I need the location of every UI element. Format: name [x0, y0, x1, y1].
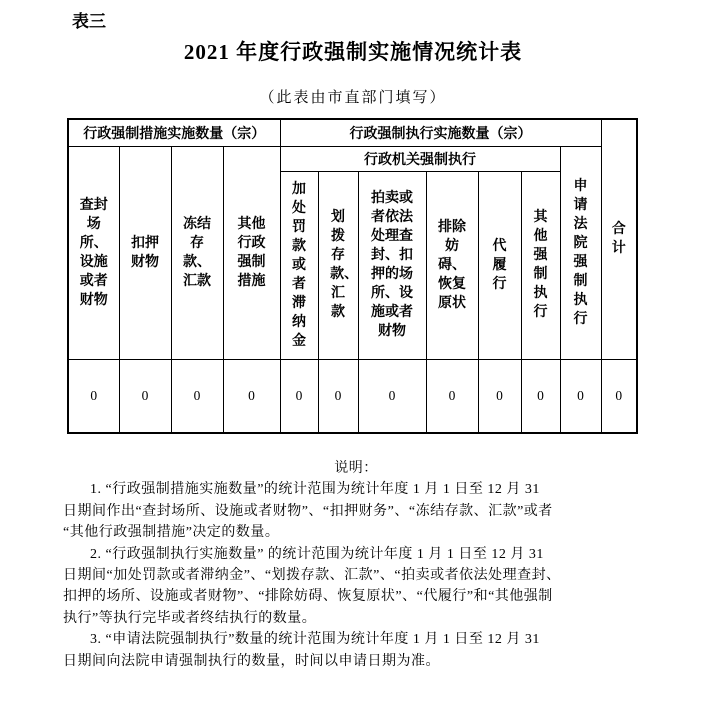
group-header-enforcement: 行政强制执行实施数量（宗） — [280, 119, 601, 146]
data-cell-total: 0 — [601, 359, 637, 433]
column-header-auction-disposal — [358, 171, 426, 359]
note-line-3: “其他行政强制措施”决定的数量。 — [63, 525, 280, 541]
statistics-table — [67, 118, 638, 434]
column-header-auction-disposal-text: 拍卖或者依法处理查封、扣押的场所、设施或者财物 — [371, 191, 413, 339]
data-cell-transfer-deposits: 0 — [318, 359, 358, 433]
column-header-other-measures — [223, 146, 280, 359]
column-header-court-enforcement — [560, 146, 601, 359]
column-header-freeze-deposits — [171, 146, 223, 359]
column-header-late-fines — [280, 171, 318, 359]
column-header-remove-obstruction-text: 排除妨碍、恢复原状 — [438, 219, 466, 311]
header-row-agency — [68, 146, 637, 171]
group-header-measures: 行政强制措施实施数量（宗） — [68, 119, 280, 146]
data-cell-late-fines: 0 — [280, 359, 318, 433]
column-header-total — [601, 119, 637, 359]
page-subtitle: （此表由市直部门填写） — [259, 90, 447, 106]
column-header-other-enforcement-text: 其他强制执行 — [533, 210, 548, 320]
note-line-1: 1. “行政强制措施实施数量”的统计范围为统计年度 1 月 1 日至 12 月 31 — [90, 482, 540, 498]
note-line-7: 执行”等执行完毕或者终结执行的数量。 — [63, 610, 317, 626]
column-header-seal-premises-text: 查封场所、设施或者财物 — [79, 197, 108, 308]
column-header-other-measures-text: 其他行政强制措施 — [237, 216, 266, 289]
column-header-seal-premises — [68, 146, 119, 359]
note-line-9: 日期间向法院申请强制执行的数量，时间以申请日期为准。 — [63, 653, 440, 669]
data-cell-other-measures: 0 — [223, 359, 280, 433]
column-header-court-enforcement-text: 申请法院强制执行 — [573, 178, 588, 327]
table-number-label: 表三 — [72, 12, 106, 31]
column-header-freeze-deposits-text: 冻结存款、汇款 — [183, 216, 211, 289]
column-header-remove-obstruction — [426, 171, 478, 359]
column-header-seize-property-text: 扣押财物 — [131, 235, 159, 270]
data-cell-substitute-performance: 0 — [478, 359, 521, 433]
column-header-total-text: 合计 — [611, 222, 626, 257]
data-cell-court-enforcement: 0 — [560, 359, 601, 433]
column-header-seize-property — [119, 146, 171, 359]
column-header-substitute-performance — [478, 171, 521, 359]
data-cell-seize-property: 0 — [119, 359, 171, 433]
header-row-groups — [68, 119, 637, 146]
column-header-late-fines-text: 加处罚款或者滞纳金 — [291, 181, 306, 349]
notes-heading: 说明： — [334, 461, 378, 476]
data-cell-other-enforcement: 0 — [521, 359, 560, 433]
note-line-5: 日期间“加处罚款或者滞纳金”、“划拨存款、汇款”、“拍卖或者依法处理查封、 — [63, 568, 561, 584]
column-header-transfer-deposits-text: 划拨存款、汇款 — [330, 210, 359, 320]
data-cell-seal-premises: 0 — [68, 359, 119, 433]
note-line-8: 3. “申请法院强制执行”数量的统计范围为统计年度 1 月 1 日至 12 月 31 — [90, 632, 540, 648]
page-title: 2021 年度行政强制实施情况统计表 — [183, 40, 523, 64]
note-line-4: 2. “行政强制执行实施数量” 的统计范围为统计年度 1 月 1 日至 12 月 31 — [90, 546, 544, 562]
column-header-transfer-deposits — [318, 171, 358, 359]
column-header-other-enforcement — [521, 171, 560, 359]
notes-section — [63, 458, 649, 672]
column-header-substitute-performance-text: 代履行 — [492, 238, 507, 292]
data-cell-freeze-deposits: 0 — [171, 359, 223, 433]
data-cell-remove-obstruction: 0 — [426, 359, 478, 433]
data-row — [68, 359, 637, 433]
note-line-2: 日期间作出“查封场所、设施或者财物”、“扣押财务”、“冻结存款、汇款”或者 — [63, 503, 553, 519]
note-line-6: 扣押的场所、设施或者财物”、“排除妨碍、恢复原状”、“代履行”和“其他强制 — [63, 589, 553, 605]
data-cell-auction-disposal: 0 — [358, 359, 426, 433]
group-header-agency: 行政机关强制执行 — [280, 146, 560, 171]
